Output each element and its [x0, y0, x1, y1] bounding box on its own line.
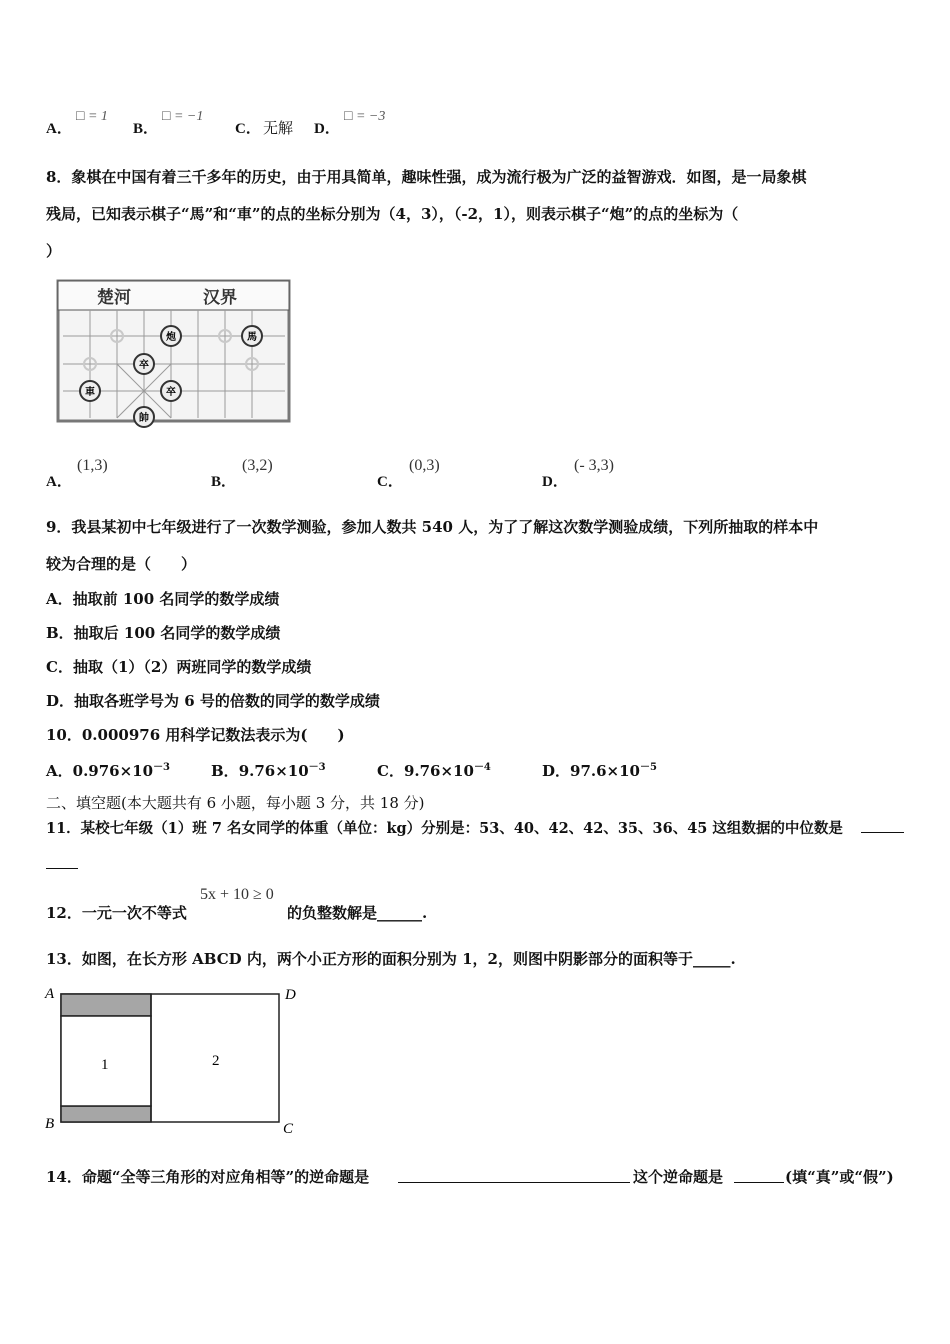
q7-option-b-label: B．: [133, 121, 159, 137]
q11-answer-blank: [861, 832, 904, 833]
q14-before: 14．命题“全等三角形的对应角相等”的逆命题是: [46, 1168, 370, 1186]
vertex-a: A: [45, 986, 55, 1002]
shaded-top: [61, 994, 151, 1016]
q8-option-a-math: (1,3): [77, 457, 108, 474]
q8-option-c-math: (0,3): [409, 457, 440, 474]
piece-pao: [161, 326, 181, 346]
q9-option-d: D．抽取各班学号为 6 号的倍数的同学的数学成绩: [46, 692, 380, 710]
vertex-d: D: [285, 987, 296, 1003]
q12-after: 的负整数解是______.: [287, 904, 428, 922]
q10-option-c: C．$9.76\times 10^{-4}$: [377, 762, 491, 780]
q11-answer-blank-cont: [46, 868, 78, 869]
q11-text: 11．某校七年级（1）班 7 名女同学的体重（单位：kg）分别是：53、40、42、42、35、36、45 这组数据的中位数是: [46, 820, 843, 837]
q7-option-b-math: □ = −1: [162, 109, 204, 124]
svg-text:車: 車: [85, 387, 95, 398]
svg-text:馬: 馬: [247, 332, 257, 343]
q8-line-1: 8．象棋在中国有着三千多年的历史，由于用具简单，趣味性强，成为流行极为广泛的益智游戏．如图，是一局象棋: [46, 168, 807, 186]
q14-blank-1: [398, 1182, 630, 1183]
vertex-c: C: [283, 1121, 294, 1137]
river-right-label: 汉界: [203, 288, 237, 307]
q8-option-b-label: B．: [211, 474, 237, 490]
q9-line-1: 9．我县某初中七年级进行了一次数学测验，参加人数共 540 人，为了了解这次数学测验成绩，下列所抽取的样本中: [46, 518, 819, 536]
q8-option-d-label: D．: [542, 474, 568, 490]
svg-text:帥: 帥: [139, 413, 149, 424]
svg-text:卒: 卒: [166, 387, 176, 398]
q7-option-a-label: A．: [46, 121, 72, 137]
q8-line-2: 残局，已知表示棋子“馬”和“車”的点的坐标分别为（4，3），（-2，1），则表示棋子“炮”的点的坐标为（: [46, 205, 739, 223]
piece-ju: [80, 381, 100, 401]
shaded-bottom: [61, 1106, 151, 1122]
q7-option-d-math: □ = −3: [344, 109, 386, 124]
q8-option-b-math: (3,2): [242, 457, 273, 474]
q9-option-a: A．抽取前 100 名同学的数学成绩: [46, 590, 280, 608]
q10-stem: 10．0.000976 用科学记数法表示为( ): [46, 726, 345, 744]
q10-option-b: B．$9.76\times 10^{-3}$: [211, 762, 326, 780]
q7-option-c-label: C．: [235, 121, 261, 137]
q9-line-2: 较为合理的是（ ）: [46, 555, 197, 573]
river-left-label: 楚河: [97, 288, 131, 307]
q14-blank-2: [734, 1182, 784, 1183]
piece-zu-2: [161, 381, 181, 401]
svg-text:卒: 卒: [139, 360, 149, 371]
q7-option-d-label: D．: [314, 121, 340, 137]
q10-option-d: D．$97.6\times 10^{-5}$: [542, 762, 657, 780]
q9-option-b: B．抽取后 100 名同学的数学成绩: [46, 624, 281, 642]
q14-middle: 这个逆命题是: [633, 1168, 724, 1186]
chess-board-figure: [55, 278, 295, 430]
q12-before: 12．一元一次不等式: [46, 904, 187, 922]
q12-inequality: 5x + 10 ≥ 0: [200, 886, 274, 903]
piece-ma: [242, 326, 262, 346]
q13-text: 13．如图，在长方形 ABCD 内，两个小正方形的面积分别为 1，2，则图中阴影部分的面积等于_____.: [46, 950, 736, 968]
q8-line-3: ）: [46, 242, 62, 260]
vertex-b: B: [45, 1116, 55, 1132]
q10-option-a: A．$0.976\times 10^{-3}$: [46, 762, 171, 780]
svg-text:炮: 炮: [166, 332, 176, 343]
q9-option-c: C．抽取（1）（2）两班同学的数学成绩: [46, 658, 312, 676]
q14-after: (填“真”或“假”): [785, 1168, 894, 1186]
q7-option-c-text: 无解: [263, 119, 294, 137]
section-heading: 二、填空题(本大题共有 6 小题，每小题 3 分，共 18 分): [46, 794, 425, 812]
piece-shuai: [134, 407, 154, 427]
large-square-label: 2: [212, 1053, 220, 1069]
piece-zu-1: [134, 354, 154, 374]
q7-option-a-math: □ = 1: [76, 109, 108, 124]
small-square-label: 1: [101, 1057, 109, 1073]
q8-option-c-label: C．: [377, 474, 403, 490]
rectangle-figure: [40, 982, 310, 1137]
q8-option-d-math: (- 3,3): [574, 457, 614, 474]
q8-option-a-label: A．: [46, 474, 72, 490]
